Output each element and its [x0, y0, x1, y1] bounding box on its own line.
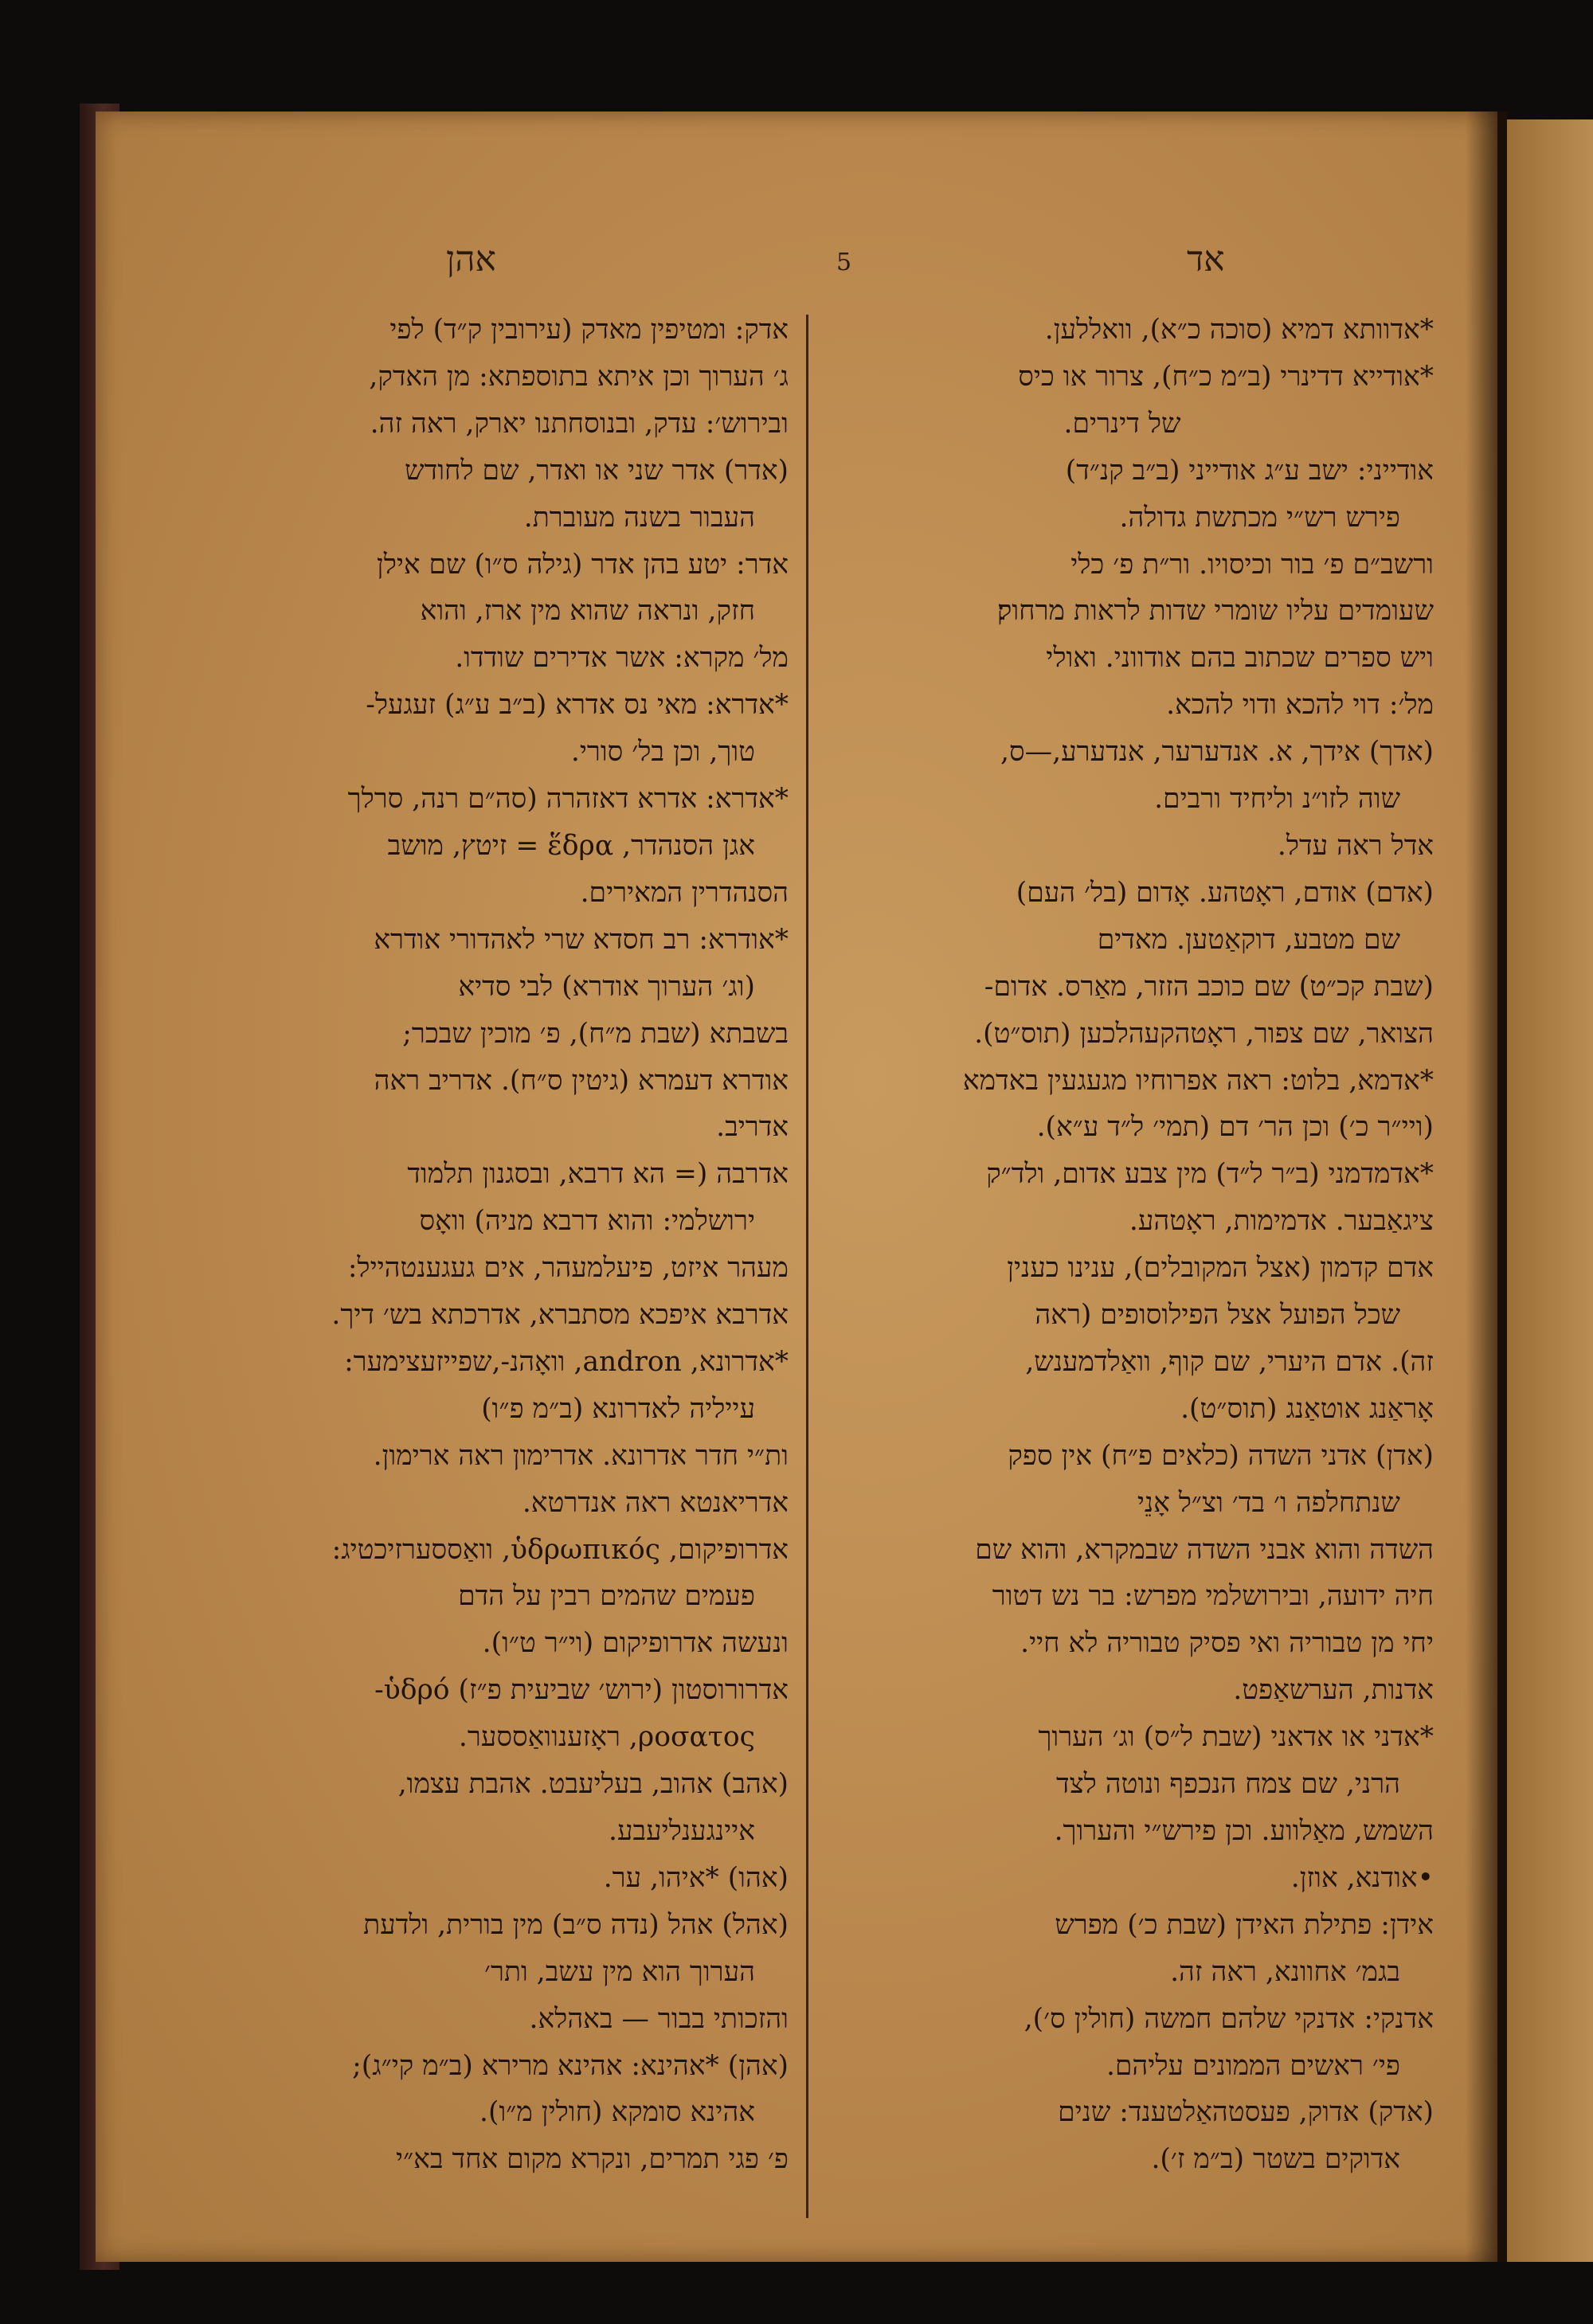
text-line: אדם קדמון (אצל המקובלים), ענינו כענין — [1007, 1252, 1434, 1285]
text-line: (אדן) אדני השדה (כלאים פ״ח) אין ספק — [1008, 1439, 1434, 1472]
text-line: אדרופיקום, ὑδρωπικός, וואַססערזיכטיג: — [331, 1533, 789, 1566]
text-line: יחי מן טבוריה ואי פסיק טבוריה לא חיי. — [1020, 1627, 1434, 1660]
text-line: פעמים שהמים רבין על הדם — [458, 1580, 755, 1613]
page-number: 5 — [836, 248, 852, 276]
text-line: *אדני או אדאני (שבת ל״ס) וג׳ הערוך — [1038, 1721, 1434, 1754]
text-line: הצואר, שם צפור, ראָטהקעהלכען (תוס״ט). — [974, 1017, 1434, 1050]
text-line: אדק: ומטיפין מאדק (עירובין ק״ד) לפי — [389, 314, 789, 346]
facing-page-edge — [1507, 119, 1593, 2262]
text-line: השמש, מאַלווע. וכן פירש״י והערוך. — [1054, 1815, 1434, 1847]
text-line: הרני, שם צמח הנכפף ונוטה לצד — [1056, 1768, 1400, 1801]
text-line: (אהו) *איהו, ער. — [603, 1861, 789, 1894]
text-line: *אדרא: אדרא דאזהרה (סה״ם רנה, סרלך — [347, 783, 789, 816]
text-line: (אהב) אהוב, בעליעבט. אהבת עצמו, — [397, 1768, 789, 1801]
text-line: אהינא סומקא (חולין מ״ו). — [479, 2096, 755, 2129]
text-line: ג׳ הערוך וכן איתא בתוספתא: מן האדק, — [369, 360, 789, 393]
text-line: טוך, וכן בל׳ סורי. — [570, 736, 755, 769]
text-line: אדריב. — [716, 1111, 789, 1144]
text-line: (אדך) אידך, א. אנדערער, אנדערע,—ס, — [1000, 736, 1434, 769]
text-line: מעהר איזט, פיעלמעהר, אים געגענטהייל: — [347, 1252, 789, 1285]
text-line: (אהל) אהל (נדה ס״ב) מין בורית, ולדעת — [363, 1908, 789, 1941]
text-line: ירושלמי: והוא דרבא מניה) וואָס — [419, 1205, 755, 1238]
text-line: ות״י חדר אדרונא. אדרימון ראה ארימון. — [373, 1439, 789, 1472]
text-line: אָראַנג אוטאַנג (תוס״ט). — [1180, 1392, 1434, 1425]
text-line: *אדרא: מאי נס אדרא (ב״ב ע״ג) זעגעל- — [366, 689, 789, 722]
text-line: שוה לזו״נ וליחיד ורבים. — [1154, 783, 1400, 816]
text-line: ובירוש׳: עדק, ובנוסחתנו יארק, ראה זה. — [370, 407, 789, 440]
text-line: *אדרונא, andron, וואָהנ-,שפייזעצימער: — [344, 1345, 789, 1378]
right-column — [844, 307, 1434, 2234]
text-line: של דינרים. — [1063, 407, 1181, 440]
text-line: מל׳: דוי להכא ודוי להכא. — [1166, 689, 1434, 722]
running-head-left: אהן — [446, 239, 496, 280]
text-line: הערוך הוא מין עשב, ותר׳ — [484, 1955, 755, 1988]
left-column — [199, 307, 789, 2234]
text-line: בגמ׳ אחוונא, ראה זה. — [1170, 1955, 1400, 1988]
text-line: פירש רש״י מכתשת גדולה. — [1119, 501, 1400, 534]
text-line: מל׳ מקרא: אשר אדירים שודדו. — [455, 642, 789, 675]
text-line: ροσατος, ראָזענוואַססער. — [458, 1721, 755, 1754]
text-line: אדנקי: אדנקי שלהם חמשה (חולין ס׳), — [1024, 2002, 1434, 2035]
text-line: השדה והוא אבני השדה שבמקרא, והוא שם — [975, 1533, 1434, 1566]
text-line: (שבת קכ״ט) שם כוכב הזזר, מאַרס. אדום- — [984, 970, 1434, 1003]
running-head-right: אד — [1187, 239, 1225, 280]
text-line: הסנהדרין המאירים. — [580, 876, 789, 909]
text-line: •אודנא, אוזן. — [1290, 1861, 1434, 1894]
text-line: *אדמדמני (ב״ר ל״ד) מין צבע אדום, ולד״ק — [986, 1158, 1434, 1191]
text-line: זה). אדם היערי, שם קוף, וואַלדמענש, — [1025, 1345, 1434, 1378]
text-line: *אודרא: רב חסדא שרי לאהדורי אודרא — [374, 923, 789, 956]
book-gutter — [1497, 112, 1507, 2262]
text-line: אגן הסנהדר, ἕδρα = זיטץ, מושב — [387, 829, 755, 862]
text-line: (אדק) אדוק, פעסטהאַלטענד: שנים — [1058, 2096, 1434, 2129]
text-line: שעומדים עליו שומרי שדות לראות מרחוק׃ — [996, 595, 1434, 628]
text-line: אדוקים בשטר (ב״מ ז׳). — [1151, 2143, 1400, 2176]
text-line: אידן: פתילת האידן (שבת כ׳) מפרש — [1055, 1908, 1434, 1941]
text-line: פ׳ פגי תמרים, ונקרא מקום אחד בא״י — [396, 2143, 789, 2176]
text-line: (אהן) *אהינא: אהינא מרירא (ב״מ קי״ג); — [352, 2049, 789, 2082]
text-line: חיה ידועה, ובירושלמי מפרש: בר נש דטור — [992, 1580, 1434, 1613]
text-line: אדל ראה עדל. — [1277, 829, 1434, 862]
text-line: אודייני: ישב ע״ג אודייני (ב״ב קנ״ד) — [1065, 454, 1434, 487]
text-line: (אדם) אודם, ראָטהע. אָדום (בל׳ העם) — [1016, 876, 1434, 909]
text-line: עייליה לאדרונא (ב״מ פ״ו) — [481, 1392, 755, 1425]
text-line: אדנות, הערשאַפט. — [1233, 1674, 1434, 1707]
text-line: חזק, ונראה שהוא מין ארז, והוא — [420, 595, 755, 628]
text-line: ונעשה אדרופיקום (וי״ר ט״ו). — [482, 1627, 789, 1660]
text-line: *אדוותא דמיא (סוכה כ״א), וואללען. — [1044, 314, 1434, 346]
text-line: והזכותי בבור — באהלא. — [529, 2002, 789, 2035]
text-line: (ויי״ר כ׳) וכן הר׳ דם (תמי׳ ל״ד ע״א). — [1036, 1111, 1434, 1144]
text-line: אדרבא איפכא מסתברא, אדרכתא בש׳ דיך. — [331, 1299, 789, 1332]
text-line: שכל הפועל אצל הפילוסופים (ראה — [1035, 1299, 1400, 1332]
text-line: (אדר) אדר שני או ואדר, שם לחודש — [405, 454, 789, 487]
text-line: ויש ספרים שכתוב בהם אודווני. ואולי — [1046, 642, 1434, 675]
text-line: אדרורוסטון (ירוש׳ שביעית פ״ז) ὑδρό- — [374, 1674, 789, 1707]
text-line: *אודייא דדינרי (ב״מ כ״ח), צרור או כיס — [1018, 360, 1434, 393]
text-line: שם מטבע, דוקאַטען. מאדים — [1097, 923, 1400, 956]
text-line: איינגענליעבע. — [609, 1815, 755, 1847]
text-line: אדריאנטא ראה אנדרטא. — [522, 1486, 789, 1519]
text-line: *אדמא, בלוט: ראה אפרוחיו מגעגעין באדמא — [962, 1064, 1434, 1097]
text-line: אודרא דעמרא (גיטין ס״ח). אדריב ראה — [374, 1064, 789, 1097]
text-line: שנתחלפה ו׳ בד׳ וצ״ל אָנֵי — [1137, 1486, 1400, 1519]
text-line: העבור בשנה מעוברת. — [523, 501, 755, 534]
text-line: ורשב״ם פ׳ בור וכיסויו. ור״ת פ׳ כלי — [1070, 548, 1434, 581]
text-line: ציגאַבער. אדמימות, ראָטהע. — [1129, 1205, 1434, 1238]
text-line: פי׳ ראשים הממונים עליהם. — [1106, 2049, 1400, 2082]
text-line: אדר: יטע בהן אדר (גילה ס״ו) שם אילן — [376, 548, 789, 581]
text-line: אדרבה (= הא דרבא, ובסגנון תלמוד — [407, 1158, 789, 1191]
text-line: (וג׳ הערוך אודרא) לבי סדיא — [458, 970, 755, 1003]
column-rule — [806, 315, 808, 2218]
text-line: בשבתא (שבת מ״ח), פ׳ מוכין שבכר; — [402, 1017, 789, 1050]
